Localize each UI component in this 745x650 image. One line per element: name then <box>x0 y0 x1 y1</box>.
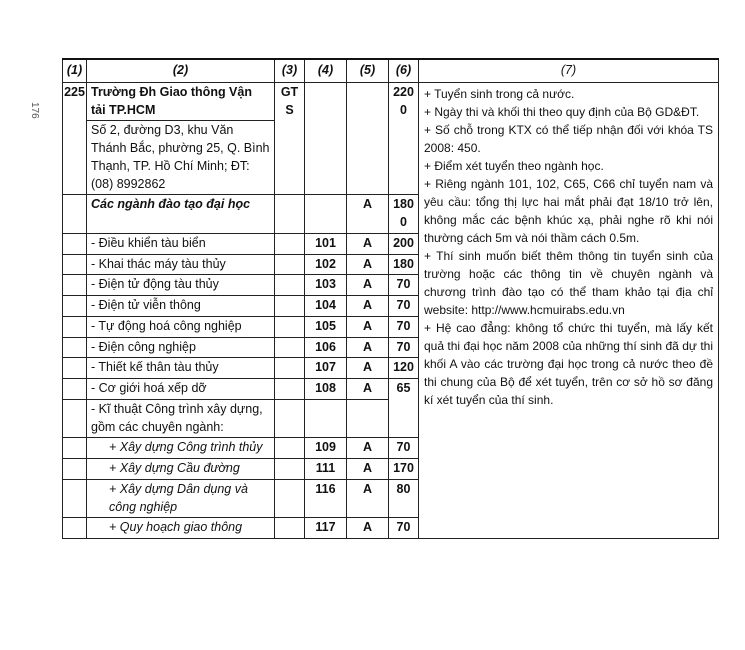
sub-major-name: + Quy hoạch giao thông <box>87 518 275 539</box>
sub-major-quota: 70 <box>389 518 419 539</box>
major-block: A <box>347 379 389 400</box>
sub-major-block: A <box>347 479 389 518</box>
note-item: + Điểm xét tuyển theo ngành học. <box>424 158 604 173</box>
sub-major-code: 111 <box>305 459 347 480</box>
major-code: 106 <box>305 337 347 358</box>
header-col-2: (2) <box>87 59 275 82</box>
sub-major-name: + Xây dựng Cầu đường <box>87 459 275 480</box>
sub-major-code: 117 <box>305 518 347 539</box>
sub-major-code: 109 <box>305 438 347 459</box>
major-code: 108 <box>305 379 347 400</box>
group-name: - Kĩ thuật Công trình xây dựng, gồm các chuyên ngành: <box>87 399 275 438</box>
major-block: A <box>347 275 389 296</box>
sub-major-name: + Xây dựng Dân dụng và công nghiệp <box>87 479 275 518</box>
note-item: + Riêng ngành 101, 102, C65, C66 chỉ tuyển nam và yêu cầu: tổng thị lực hai mắt phải đạt 18/10 trở lên, không mắc các bệnh khúc xạ, phải nghe rõ khi nói thường cách 5m và nói thầm cách 0.5m. <box>424 176 713 245</box>
major-quota: 180 <box>389 254 419 275</box>
major-block: A <box>347 358 389 379</box>
major-name: - Điều khiển tàu biển <box>87 233 275 254</box>
major-block: A <box>347 296 389 317</box>
major-name: - Điện tử viễn thông <box>87 296 275 317</box>
major-quota: 200 <box>389 233 419 254</box>
note-item: + Số chỗ trong KTX có thể tiếp nhận đối với khóa TS 2008: 450. <box>424 122 713 155</box>
note-item: + Ngày thi và khối thi theo quy định của Bộ GD&ĐT. <box>424 104 700 119</box>
school-name: Trường Đh Giao thông Vận tải TP.HCM <box>87 82 275 121</box>
sub-major-block: A <box>347 459 389 480</box>
note-item: + Hệ cao đẳng: không tổ chức thi tuyển, mà lấy kết quả thi đại học năm 2008 của những thí sinh đã dự thi khối A vào các trường đại học trong cả nước theo đề thi chung của Bộ để xét tuyển, trên cơ sở hồ sơ đăng kí xét tuyển của thí sinh. <box>424 320 713 407</box>
section-quota: 1800 <box>389 195 419 234</box>
sub-major-name: + Xây dựng Công trình thủy <box>87 438 275 459</box>
major-block: A <box>347 233 389 254</box>
major-quota: 65 <box>389 379 419 400</box>
header-col-4: (4) <box>305 59 347 82</box>
section-block: A <box>347 195 389 234</box>
header-col-6: (6) <box>389 59 419 82</box>
major-quota: 70 <box>389 275 419 296</box>
header-col-3: (3) <box>275 59 305 82</box>
header-col-5: (5) <box>347 59 389 82</box>
notes-cell <box>419 82 719 538</box>
note-item: + Thí sinh muốn biết thêm thông tin tuyển sinh của trường hoặc các thông tin về chuyên ngành và chương trình đào tạo có thể tham khảo tại địa chỉ website: http://www.hcmuirabs.edu.vn <box>424 248 713 317</box>
note-item: + Tuyển sinh trong cả nước. <box>424 86 575 101</box>
major-name: - Thiết kế thân tàu thủy <box>87 358 275 379</box>
major-name: - Cơ giới hoá xếp dỡ <box>87 379 275 400</box>
school-address: Số 2, đường D3, khu Văn Thánh Bắc, phường 25, Q. Bình Thạnh, TP. Hồ Chí Minh; ĐT: (08) 8992862 <box>87 121 275 195</box>
major-code: 103 <box>305 275 347 296</box>
header-col-7: (7) <box>419 59 719 82</box>
sub-major-quota: 170 <box>389 459 419 480</box>
major-quota: 70 <box>389 337 419 358</box>
sub-major-quota: 70 <box>389 438 419 459</box>
admission-table <box>62 58 719 539</box>
header-col-1: (1) <box>63 59 87 82</box>
major-name: - Tự động hoá công nghiệp <box>87 316 275 337</box>
major-code: 102 <box>305 254 347 275</box>
sub-major-quota: 80 <box>389 479 419 518</box>
page-number: 176 <box>29 102 40 119</box>
major-quota: 120 <box>389 358 419 379</box>
school-quota: 2200 <box>389 82 419 195</box>
major-name: - Khai thác máy tàu thủy <box>87 254 275 275</box>
header-row <box>63 59 719 82</box>
section-label: Các ngành đào tạo đại học <box>87 195 275 234</box>
major-code: 104 <box>305 296 347 317</box>
sub-major-block: A <box>347 518 389 539</box>
major-quota: 70 <box>389 296 419 317</box>
major-code: 107 <box>305 358 347 379</box>
major-name: - Điện tử động tàu thủy <box>87 275 275 296</box>
major-code: 101 <box>305 233 347 254</box>
major-quota: 70 <box>389 316 419 337</box>
major-code: 105 <box>305 316 347 337</box>
major-block: A <box>347 316 389 337</box>
major-name: - Điện công nghiệp <box>87 337 275 358</box>
major-block: A <box>347 337 389 358</box>
major-block: A <box>347 254 389 275</box>
sub-major-block: A <box>347 438 389 459</box>
school-stt: 225 <box>63 82 87 195</box>
school-code: GTS <box>275 82 305 195</box>
school-row <box>63 82 719 121</box>
sub-major-code: 116 <box>305 479 347 518</box>
